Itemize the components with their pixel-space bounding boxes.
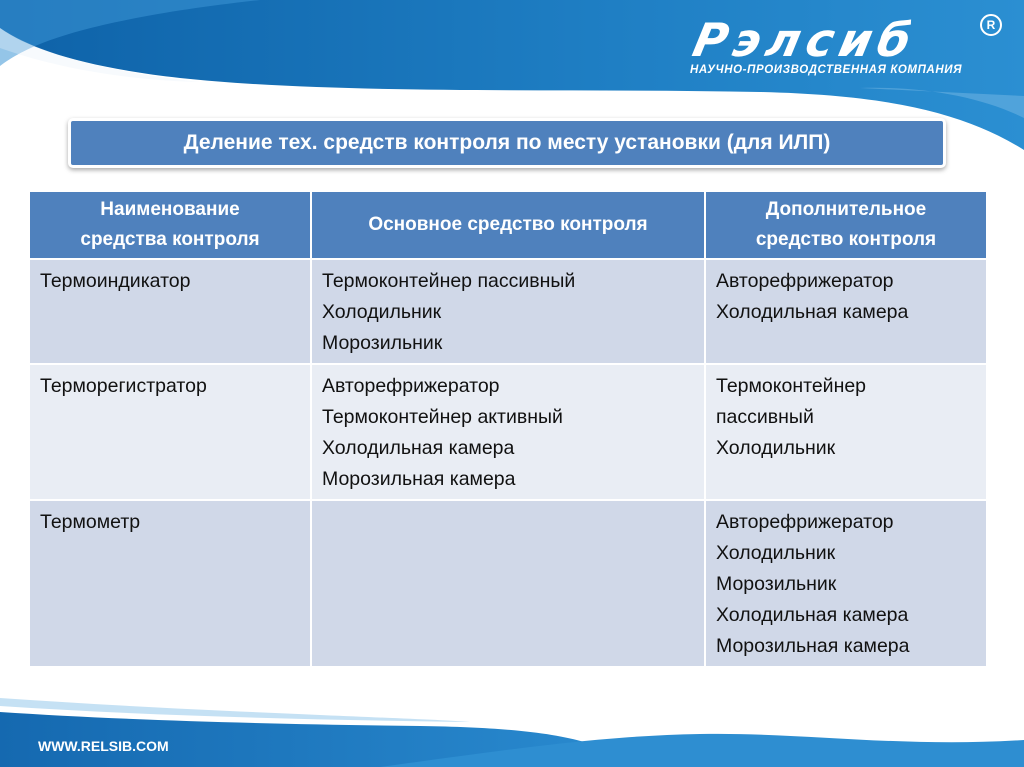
cell-name: Термоиндикатор [30,259,311,364]
company-logo [686,12,1006,82]
logo-brand: Рэлсиб [688,13,923,67]
header-additional: Дополнительное средство контроля [705,192,986,259]
website-link[interactable]: WWW.RELSIB.COM [38,738,169,754]
header-main: Основное средство контроля [311,192,705,259]
cell-name: Термометр [30,500,311,667]
registered-mark-icon: R [980,14,1002,36]
cell-main: Термоконтейнер пассивный Холодильник Морозильник [311,259,705,364]
logo-subtitle: НАУЧНО-ПРОИЗВОДСТВЕННАЯ КОМПАНИЯ [690,64,963,76]
cell-main: Авторефрижератор Термоконтейнер активный Холодильная камера Морозильная камера [311,364,705,500]
cell-main [311,500,705,667]
table-row [30,500,986,667]
cell-additional: Авторефрижератор Холодильная камера [705,259,986,364]
cell-additional: Авторефрижератор Холодильник Морозильник Холодильная камера Морозильная камера [705,500,986,667]
table-row [30,259,986,364]
header-name: Наименование средства контроля [30,192,311,259]
cell-name: Терморегистратор [30,364,311,500]
slide-title: Деление тех. средств контроля по месту установки (для ИЛП) [68,118,946,168]
cell-additional: Термоконтейнер пассивный Холодильник [705,364,986,500]
table-row [30,364,986,500]
table-header-row [30,192,986,259]
control-devices-table [30,192,986,668]
